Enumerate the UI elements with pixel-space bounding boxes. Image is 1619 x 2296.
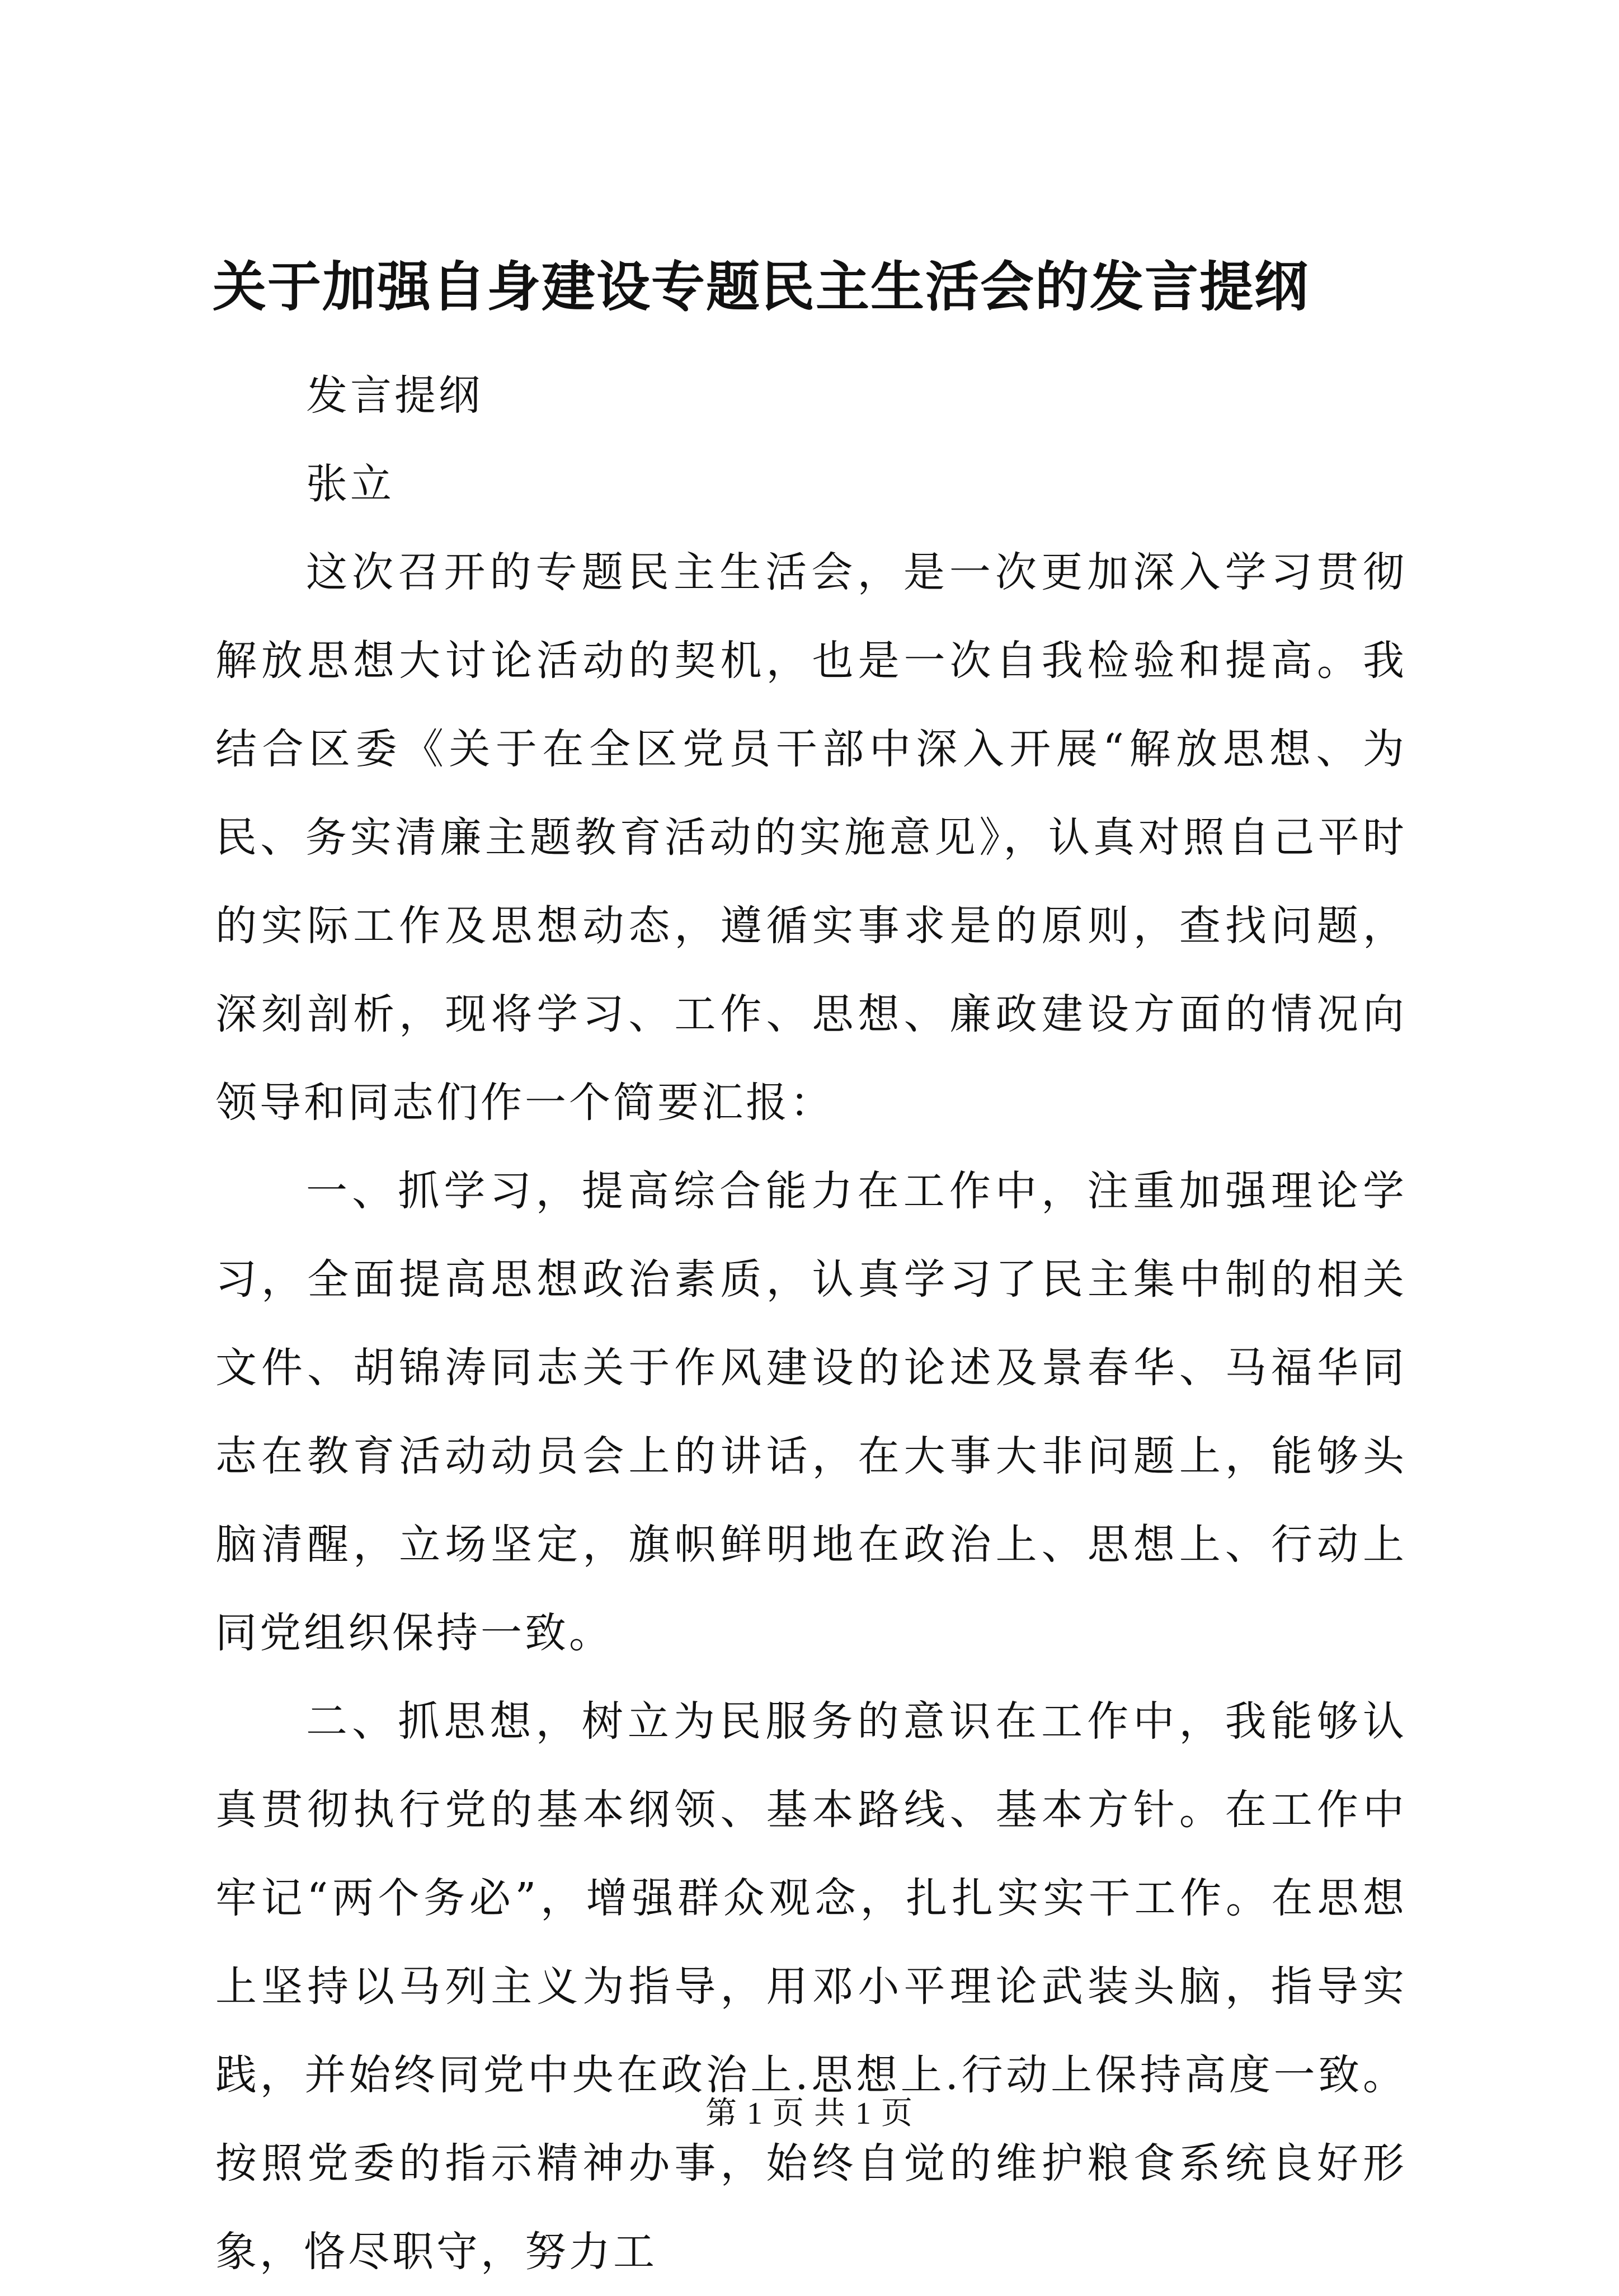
paragraph-intro: 这次召开的专题民主生活会，是一次更加深入学习贯彻解放思想大讨论活动的契机，也是一次自我检验和提高。我结合区委《关于在全区党员干部中深入开展“解放思想、为民、务实清廉主题教育活动的实施意见》，认真对照自己平时的实际工作及思想动态，遵循实事求是的原则，查找问题，深刻剖析，现将学习、工作、思想、廉政建设方面的情况向领导和同志们作一个简要汇报： [215,548,1407,1127]
document-body [215,351,1407,2296]
author-line: 张立 [306,460,394,508]
subtitle-line: 发言提纲 [306,371,483,420]
document-title: 关于加强自身建设专题民主生活会的发言提纲 [213,255,1309,318]
page-footer: 第 1 页 共 1 页 [705,2096,914,2131]
paragraph-section-1: 一、抓学习，提高综合能力在工作中，注重加强理论学习，全面提高思想政治素质，认真学习了民主集中制的相关文件、胡锦涛同志关于作风建设的论述及景春华、马福华同志在教育活动动员会上的讲话，在大事大非问题上，能够头脑清醒，立场坚定，旗帜鲜明地在政治上、思想上、行动上同党组织保持一致。 [215,1167,1407,1657]
paragraph-section-2: 二、抓思想，树立为民服务的意识在工作中，我能够认真贯彻执行党的基本纲领、基本路线、基本方针。在工作中牢记“两个务必”，增强群众观念，扎扎实实干工作。在思想上坚持以马列主义为指导，用邓小平理论武装头脑，指导实践，并始终同党中央在政治上.思想上.行动上保持高度一致。按照党委的指示精神办事，始终自觉的维护粮食系统良好形象，恪尽职守，努力工 [215,1697,1407,2276]
